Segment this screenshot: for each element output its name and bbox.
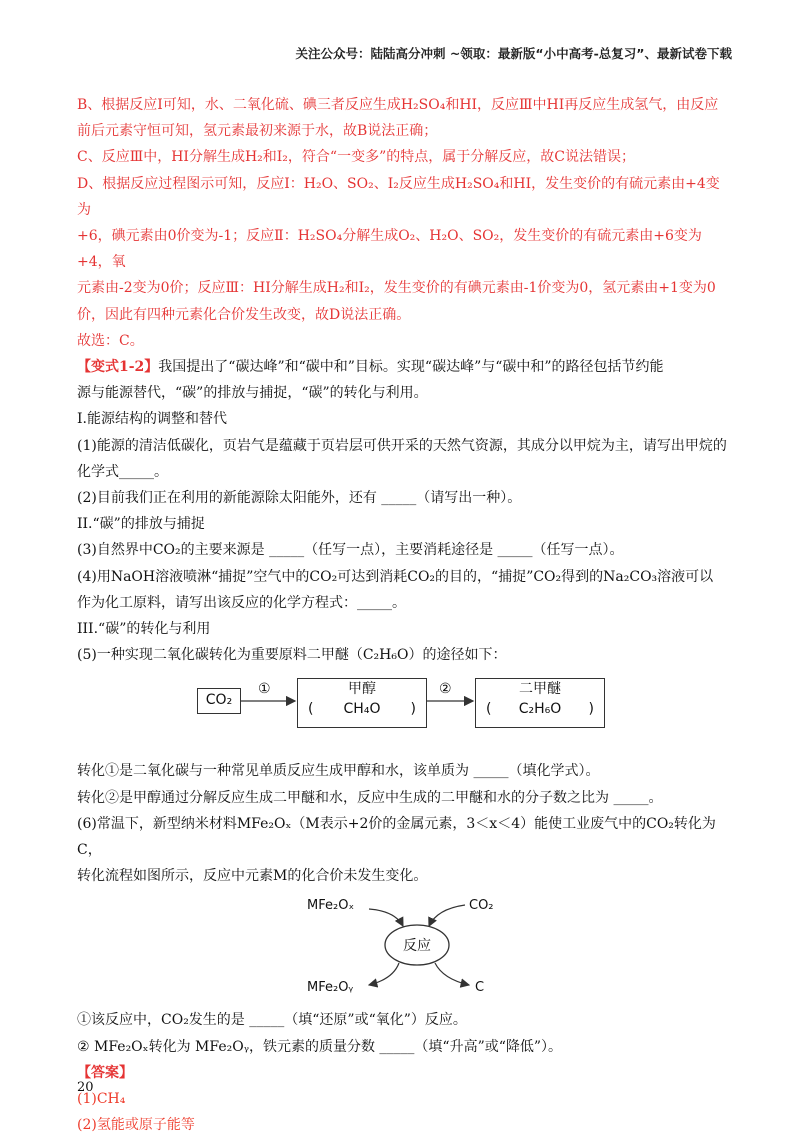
question-line: (5)一种实现二氧化碳转化为重要原料二甲醚（C₂H₆O）的途径如下： bbox=[77, 647, 507, 664]
cycle-arrows bbox=[77, 893, 727, 1001]
co2-label: CO₂ bbox=[205, 692, 233, 709]
question-intro bbox=[77, 354, 727, 380]
question-line: ② MFe₂Oₓ转化为 MFe₂Oᵧ，铁元素的质量分数 _____（填“升高”或“降低”）。 bbox=[77, 1038, 563, 1055]
question-line: 作为化工原料，请写出该反应的化学方程式：_____。 bbox=[77, 594, 406, 611]
co2-cycle-label: CO₂ bbox=[469, 898, 494, 914]
section-heading: I.能源结构的调整和替代 bbox=[77, 411, 227, 428]
solution-line: 前后元素守恒可知，氢元素最初来源于水，故B说法正确； bbox=[77, 123, 438, 140]
solution-line: +6，碘元素由0价变为-1；反应Ⅱ：H₂SO₄分解生成O₂、H₂O、SO₂，发生变价的有硫元素由+6变为+4，氧 bbox=[77, 228, 702, 271]
conversion-flow-diagram bbox=[77, 670, 727, 740]
question-line: (6)常温下，新型纳米材料MFe₂Oₓ（M表示+2价的金属元素，3＜x＜4）能使工业废气中的CO₂转化为C， bbox=[77, 815, 716, 859]
page-header: 关注公众号：陆陆高分冲刺 ~领取：最新版“小中高考-总复习”、最新试卷下载 bbox=[295, 46, 732, 61]
question-line: (2)目前我们正在利用的新能源除太阳能外，还有 _____（请写出一种）。 bbox=[77, 490, 522, 507]
methanol-box: 甲醇 ( CH₄O ) bbox=[297, 678, 427, 728]
question-line: ①该反应中，CO₂发生的是 _____（填“还原”或“氧化”）反应。 bbox=[77, 1012, 467, 1029]
methanol-name: 甲醇 bbox=[348, 681, 376, 698]
question-line: (1)能源的清洁低碳化，页岩气是蕴藏于页岩层可供开采的天然气资源，其成分以甲烷为主，请写出甲烷的 bbox=[77, 437, 727, 454]
solution-line: 元素由-2变为0价；反应Ⅲ：HI分解生成H₂和I₂，发生变价的有碘元素由-1价变为0，氢元素由+1变为0 bbox=[77, 280, 716, 297]
solution-line: C、反应Ⅲ中，HI分解生成H₂和I₂，符合“一变多”的特点，属于分解反应，故C说法错误； bbox=[77, 149, 635, 166]
question-line: (3)自然界中CO₂的主要来源是 _____（任写一点），主要消耗途径是 _____（任写一点）。 bbox=[77, 542, 624, 559]
answer-tag: 【答案】 bbox=[77, 1064, 133, 1081]
carbon-label: C bbox=[475, 980, 485, 996]
step-2-label: ② bbox=[439, 681, 452, 698]
mfe2oy-label: MFe₂Oᵧ bbox=[307, 980, 354, 996]
answer-line: (2)氢能或原子能等 bbox=[77, 1117, 195, 1134]
question-line: 转化①是二氧化碳与一种常见单质反应生成甲醇和水，该单质为 _____（填化学式）。 bbox=[77, 763, 600, 780]
question-line: 转化②是甲醇通过分解反应生成二甲醚和水，反应中生成的二甲醚和水的分子数之比为 _____。 bbox=[77, 789, 663, 806]
arrow-in-right bbox=[429, 905, 465, 926]
reaction-cycle-diagram bbox=[77, 893, 727, 1001]
section-heading: III.“碳”的转化与利用 bbox=[77, 621, 211, 638]
dimethyl-ether-formula: C₂H₆O bbox=[518, 701, 562, 718]
arrow-out-right bbox=[435, 963, 469, 985]
variant-tag: 【变式1-2】 bbox=[77, 359, 159, 376]
methanol-formula: CH₄O bbox=[343, 701, 381, 718]
question-line: 转化流程如图所示，反应中元素M的化合价未发生变化。 bbox=[77, 868, 428, 885]
dimethyl-ether-name: 二甲醚 bbox=[519, 681, 561, 698]
question-line: 源与能源替代，“碳”的排放与捕捉，“碳”的转化与利用。 bbox=[77, 385, 428, 402]
step-1-label: ① bbox=[258, 681, 271, 698]
arrow-out-left bbox=[369, 963, 399, 985]
page-number: 20 bbox=[77, 1080, 94, 1095]
reaction-label: 反应 bbox=[403, 938, 431, 955]
answer-line: (1)CH₄ bbox=[77, 1091, 126, 1108]
mfe2ox-label: MFe₂Oₓ bbox=[307, 898, 355, 914]
solution-line: 价，因此有四种元素化合价发生改变，故D说法正确。 bbox=[77, 306, 411, 323]
question-line: 化学式_____。 bbox=[77, 463, 168, 480]
solution-line: D、根据反应过程图示可知，反应Ⅰ：H₂O、SO₂、I₂反应生成H₂SO₄和HI，发生变价的有硫元素由+4变为 bbox=[77, 175, 720, 218]
dimethyl-ether-box: 二甲醚 ( C₂H₆O ) bbox=[475, 678, 605, 728]
solution-conclusion: 故选：C。 bbox=[77, 332, 144, 349]
arrow-in-left bbox=[369, 909, 403, 926]
question-line: 我国提出了“碳达峰”和“碳中和”目标。实现“碳达峰”与“碳中和”的路径包括节约能 bbox=[158, 359, 664, 376]
section-heading: II.“碳”的排放与捕捉 bbox=[77, 516, 205, 533]
solution-line: B、根据反应Ⅰ可知，水、二氧化硫、碘三者反应生成H₂SO₄和HI，反应Ⅲ中HI再反应生成氢气，由反应 bbox=[77, 97, 719, 113]
question-line: (4)用NaOH溶液喷淋“捕捉”空气中的CO₂可达到消耗CO₂的目的，“捕捉”CO₂得到的Na₂CO₃溶液可以 bbox=[77, 568, 714, 585]
document-body bbox=[77, 92, 727, 1139]
